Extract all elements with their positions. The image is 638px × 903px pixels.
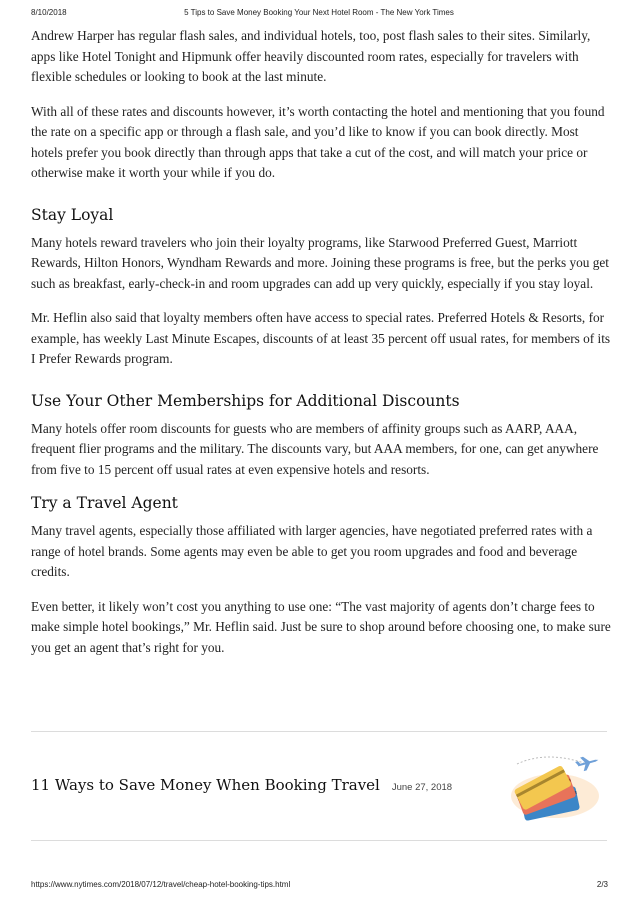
related-article-link[interactable]: 11 Ways to Save Money When Booking Travel [31,776,380,794]
print-date: 8/10/2018 [31,8,67,17]
divider-top [31,731,607,732]
paragraph-loyalty-rates: Mr. Heflin also said that loyalty members often have access to special rates. Preferred Hotels & Resorts, for example, has weekly Last Minute Escapes, discounts of at least 35 percent off usual rates, for members of its I Prefer Rewards program. [31,310,611,366]
heading-memberships: Use Your Other Memberships for Additional Discounts [31,391,460,410]
paragraph-affinity-groups: Many hotels offer room discounts for guests who are members of affinity groups such as AARP, AAA, frequent flier programs and the military. The discounts vary, but AAA members, for one, can get anywhere from five to 15 percent off usual rates at even expensive hotels and resorts. [31,420,599,477]
paragraph-agent-fees: Even better, it likely won’t cost you anything to use one: “The vast majority of agents don’t charge fees to make simple hotel bookings,” Mr. Heflin said. Just be sure to shop around before choosing one, to make sure you get an agent that’s right for you. [31,598,611,655]
paragraph-loyalty-programs: Many hotels reward travelers who join their loyalty programs, like Starwood Preferred Guest, Marriott Rewards, Hilton Honors, Wyndham Rewards and more. Joining these programs is free, but the perks you get such as breakfast, early-check-in and room upgrades can add up very quickly, especially if you stay loyal. [31,234,609,291]
print-header [0,8,638,20]
print-footer [0,880,638,892]
print-page-title: 5 Tips to Save Money Booking Your Next Hotel Room - The New York Times [184,8,454,17]
article-body [31,26,611,658]
heading-stay-loyal: Stay Loyal [31,205,114,224]
heading-travel-agent: Try a Travel Agent [31,494,178,512]
print-url: https://www.nytimes.com/2018/07/12/travel/cheap-hotel-booking-tips.html [31,880,291,889]
credit-cards-airplane-icon[interactable] [507,752,609,824]
paragraph-travel-agents: Many travel agents, especially those affiliated with larger agencies, have negotiated preferred rates with a range of hotel brands. Some agents may even be able to get you room upgrades and food and beverage credits. [31,523,593,579]
paragraph-flash-sales: Andrew Harper has regular flash sales, and individual hotels, too, post flash sales to their sites. Similarly, apps like Hotel Tonight and Hipmunk offer heavily discounted room rates, especially for travelers with flexible schedules or looking to book at the last minute. [31,28,591,84]
paragraph-contact-hotel: With all of these rates and discounts however, it’s worth contacting the hotel and mentioning that you found the rate on a specific app or through a flash sale, and you’d like to know if you can book directly. Most hotels prefer you book directly than through apps that take a cut of the cost, and will match your price or otherwise make it worth your while if you do. [31,103,605,180]
related-article-date: June 27, 2018 [391,782,453,793]
divider-bottom [31,840,607,841]
page-number: 2/3 [596,880,608,889]
related-article[interactable] [31,776,471,795]
